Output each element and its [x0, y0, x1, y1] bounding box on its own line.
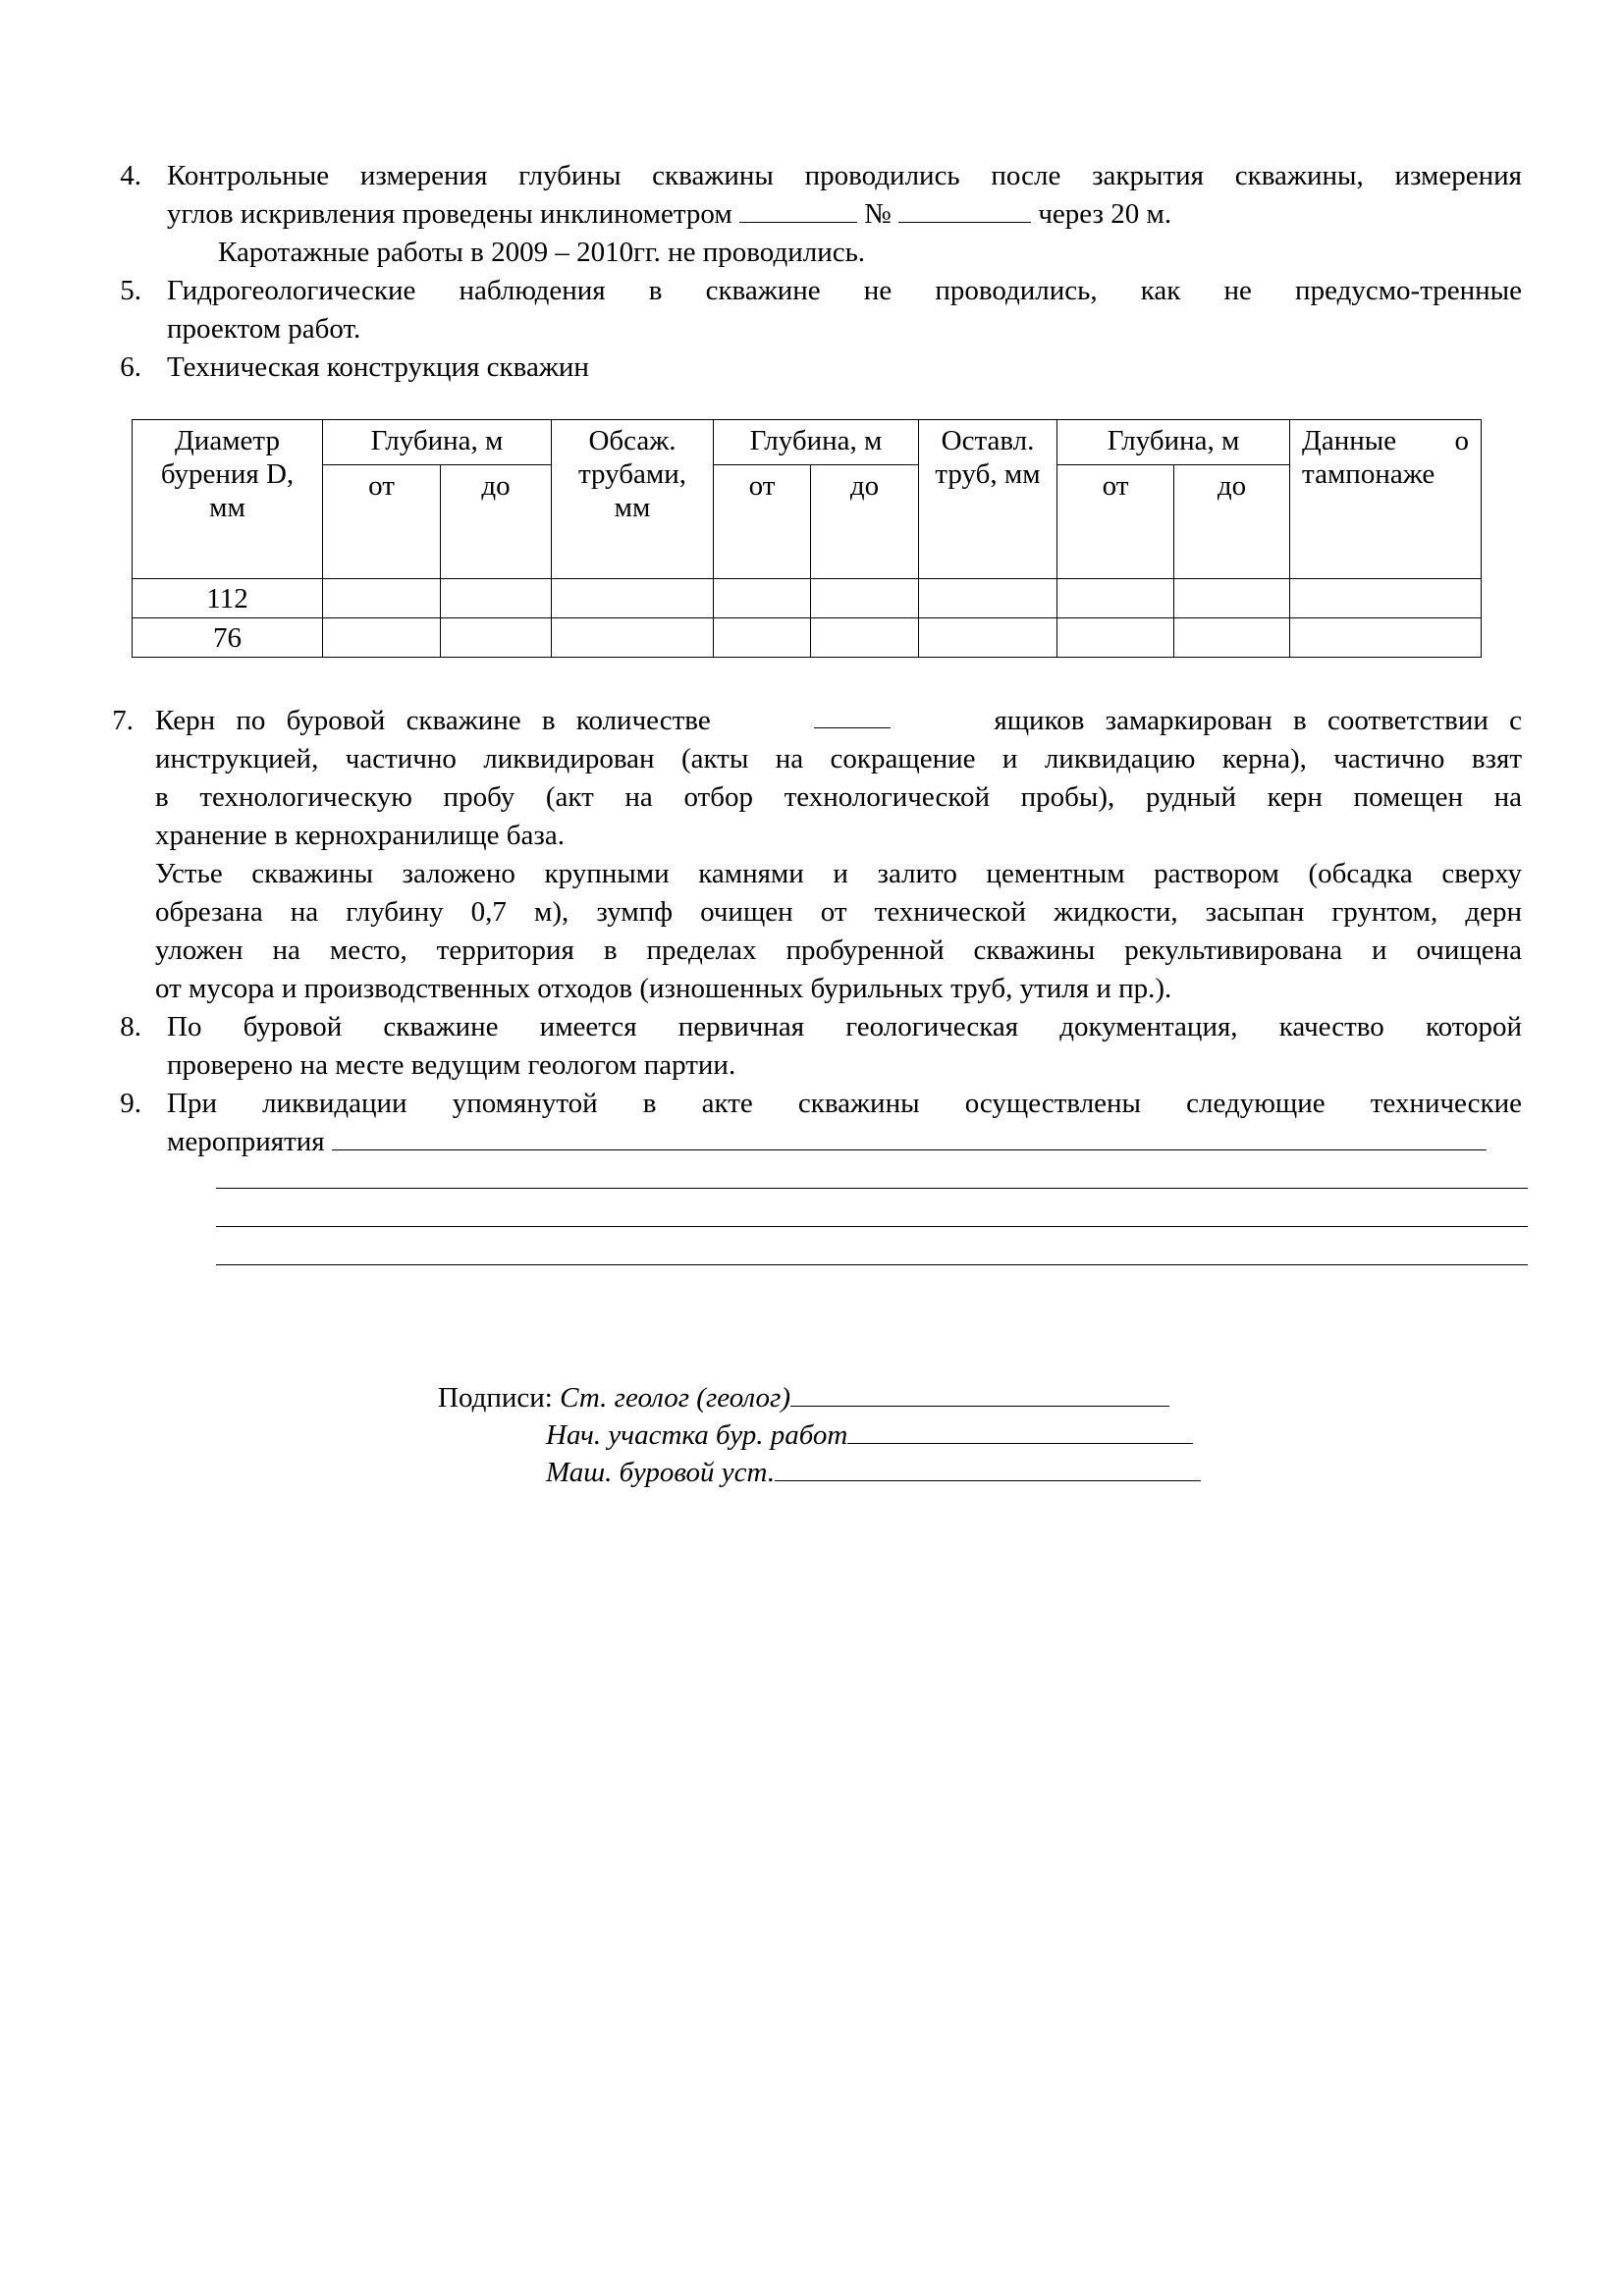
header-depth-1-to: до — [441, 465, 552, 579]
header-left-pipes: Оставл. труб, мм — [919, 420, 1057, 579]
measures-line-2 — [216, 1226, 1528, 1227]
item-8-line-2: проверено на месте ведущим геологом партии. — [167, 1049, 736, 1081]
inclinometer-number-blank — [898, 196, 1031, 223]
inclinometer-blank — [739, 196, 857, 223]
item-4-line-2 — [167, 195, 1522, 234]
item-7-line-4: хранение в кернохранилище база. — [155, 820, 565, 851]
item-6-number: 6. — [120, 351, 141, 383]
item-9-line-2-text: мероприятия — [167, 1126, 325, 1157]
measures-line-1 — [216, 1188, 1528, 1189]
header-tamponage: Данные о тампонаже — [1290, 420, 1482, 579]
box-count-blank — [814, 702, 891, 728]
item-7-p2-line-3: уложен на место, территория в пределах пробуренной скважины рекультивирована и очищена — [155, 934, 1522, 966]
item-6-title: Техническая конструкция скважин — [167, 351, 589, 383]
item-7-p2-line-1: Устье скважины заложено крупными камнями и залито цементным раствором (обсадка сверху — [155, 858, 1522, 889]
chief-drilling-label: Нач. участка бур. работ — [546, 1419, 848, 1451]
table-cell — [714, 579, 811, 618]
item-7-line-1-b: ящиков замаркирован в соответствии с — [994, 705, 1522, 736]
item-4-text — [167, 157, 1522, 234]
table-cell — [441, 579, 552, 618]
item-8-number: 8. — [120, 1011, 141, 1042]
chief-drilling-signature-line — [847, 1417, 1193, 1444]
item-5-line-2: проектом работ. — [167, 313, 361, 345]
signatures-label: Подписи: — [438, 1382, 553, 1414]
item-4-line-2-c: через 20 м. — [1038, 198, 1172, 230]
cell-diameter: 112 — [133, 579, 323, 618]
table-cell — [323, 618, 441, 658]
table-cell — [919, 579, 1057, 618]
header-depth-2: Глубина, м — [714, 420, 919, 465]
well-construction-table — [132, 419, 1482, 658]
driller-label: Маш. буровой уст. — [546, 1457, 776, 1488]
header-depth-1-from: от — [323, 465, 441, 579]
table-cell — [1290, 618, 1482, 658]
table-cell — [714, 618, 811, 658]
measures-line-3 — [216, 1264, 1528, 1265]
item-8-line-1: По буровой скважине имеется первичная геологическая документация, качество которой — [167, 1011, 1522, 1042]
item-7-line-1-a: Керн по буровой скважине в количестве — [155, 705, 711, 736]
table-cell — [1290, 579, 1482, 618]
header-depth-3: Глубина, м — [1057, 420, 1290, 465]
signature-chief-drilling — [546, 1416, 1193, 1455]
signature-driller — [546, 1454, 1201, 1492]
item-7-line-1 — [155, 702, 1522, 740]
table-row — [133, 579, 1482, 618]
signature-senior-geologist — [438, 1379, 1169, 1417]
table-cell — [1174, 618, 1290, 658]
item-4-line-1: Контрольные измерения глубины скважины проводились после закрытия скважины, измерения — [167, 160, 1522, 191]
item-7-line-2: инструкцией, частично ликвидирован (акты на сокращение и ликвидацию керна), частично взят — [155, 743, 1522, 774]
item-7-line-3: в технологическую пробу (акт на отбор технологической пробы), рудный керн помещен на — [155, 781, 1522, 813]
cell-diameter: 76 — [133, 618, 323, 658]
table-cell — [323, 579, 441, 618]
item-5-line-1: Гидрогеологические наблюдения в скважине не проводились, как не предусмо-тренные — [167, 275, 1522, 306]
item-9-line-2 — [167, 1123, 1522, 1161]
table-cell — [919, 618, 1057, 658]
header-depth-2-from: от — [714, 465, 811, 579]
logging-note-text: Каротажные работы в 2009 – 2010гг. не проводились. — [218, 237, 866, 268]
header-drill-diameter: Диаметр бурения D, мм — [133, 420, 323, 579]
item-7-p2-line-4: от мусора и производственных отходов (изношенных бурильных труб, утиля и пр.). — [155, 973, 1172, 1004]
table-cell — [441, 618, 552, 658]
item-5-text — [167, 272, 1522, 348]
header-casing: Обсаж. трубами, мм — [552, 420, 714, 579]
logging-note — [218, 234, 1396, 272]
item-4-line-2-a: углов искривления проведены инклинометром — [167, 198, 732, 230]
table-cell — [1057, 579, 1174, 618]
driller-signature-line — [775, 1455, 1201, 1481]
header-depth-1: Глубина, м — [323, 420, 552, 465]
item-7-text — [155, 702, 1522, 1008]
item-8-text — [167, 1008, 1522, 1085]
table-cell — [1057, 618, 1174, 658]
header-depth-3-from: от — [1057, 465, 1174, 579]
table-cell — [1174, 579, 1290, 618]
sr-geologist-signature-line — [790, 1380, 1169, 1407]
header-depth-2-to: до — [811, 465, 919, 579]
table-cell — [552, 579, 714, 618]
item-4-number-sign: № — [864, 198, 892, 230]
item-9-text — [167, 1085, 1522, 1161]
measures-blank — [332, 1124, 1487, 1150]
header-depth-3-to: до — [1174, 465, 1290, 579]
table-row — [133, 618, 1482, 658]
item-9-number: 9. — [120, 1088, 141, 1119]
sr-geologist-label: Ст. геолог (геолог) — [560, 1382, 791, 1414]
item-7-number: 7. — [112, 705, 134, 736]
item-5-number: 5. — [120, 275, 141, 306]
item-9-line-1: При ликвидации упомянутой в акте скважины осуществлены следующие технические — [167, 1088, 1522, 1119]
item-6-text — [167, 348, 1522, 387]
item-7-p2-line-2: обрезана на глубину 0,7 м), зумпф очищен от технической жидкости, засыпан грунтом, дерн — [155, 896, 1522, 928]
table-cell — [811, 579, 919, 618]
item-4-number: 4. — [120, 160, 141, 191]
table-cell — [552, 618, 714, 658]
table-cell — [811, 618, 919, 658]
